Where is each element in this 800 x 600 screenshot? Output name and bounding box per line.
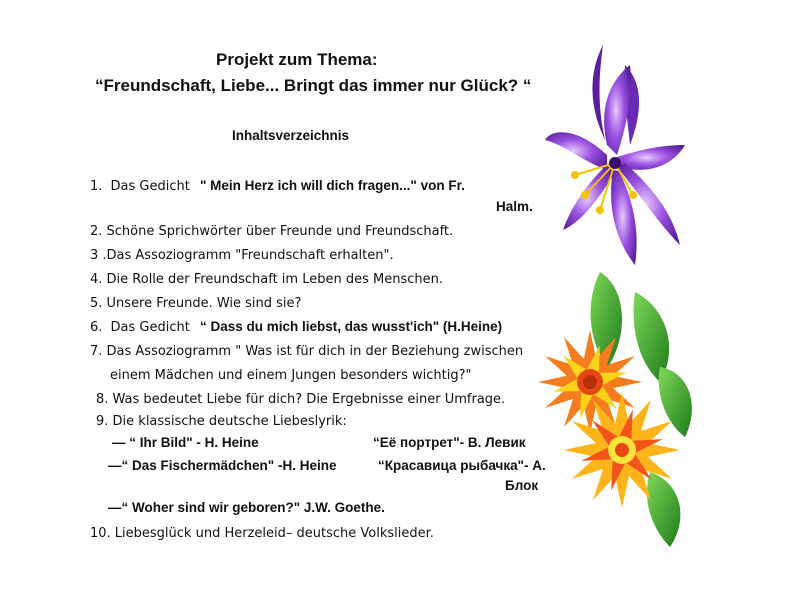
toc-item-6-title: “ Dass du mich liebst, das wusst'ich" (H.Heine) [200, 319, 503, 334]
poem-woher-sind-wir-geboren: —“ Woher sind wir geboren?" J.W. Goethe. [108, 500, 385, 515]
poem-ihr-bild: — “ Ihr Bild" - H. Heine [112, 435, 259, 450]
poem-krasavica-rybachka: “Красавица рыбачка"- А. [378, 458, 546, 473]
toc-heading: Inhaltsverzeichnis [232, 128, 350, 143]
toc-item-6 [90, 319, 502, 336]
toc-item-3: 3 .Das Assoziogramm "Freundschaft erhalten". [90, 248, 394, 263]
purple-lily-flower-icon [545, 45, 690, 270]
toc-item-7-line1: 7. Das Assoziogramm " Was ist für dich in der Beziehung zwischen [90, 344, 524, 359]
toc-item-1-continuation: Halm. [496, 199, 533, 214]
toc-item-1 [90, 178, 465, 195]
toc-item-1-title: " Mein Herz ich will dich fragen..." von Fr. [200, 178, 465, 193]
project-title-line1: Projekt zum Thema: [216, 50, 378, 69]
toc-item-5: 5. Unsere Freunde. Wie sind sie? [90, 296, 302, 311]
poem-ee-portret: “Её портрет"- В. Левик [373, 435, 526, 450]
toc-item-8: 8. Was bedeutet Liebe für dich? Die Ergebnisse einer Umfrage. [96, 392, 506, 407]
poem-krasavica-author-continuation: Блок [505, 478, 539, 493]
toc-item-2: 2. Schöne Sprichwörter über Freunde und Freundschaft. [90, 224, 454, 239]
toc-item-7-line2: einem Mädchen und einem Jungen besonders wichtig?" [110, 368, 472, 383]
toc-item-1-number: 1. [90, 179, 103, 194]
orange-yellow-flowers-icon [530, 272, 700, 552]
toc-item-9: 9. Die klassische deutsche Liebeslyrik: [96, 414, 347, 429]
toc-item-6-text: Das Gedicht [110, 320, 190, 335]
toc-item-10: 10. Liebesglück und Herzeleid– deutsche Volkslieder. [90, 526, 434, 541]
toc-item-4: 4. Die Rolle der Freundschaft im Leben des Menschen. [90, 272, 443, 287]
poem-fischermaedchen: —“ Das Fischermädchen" -H. Heine [108, 458, 337, 473]
toc-item-1-text: Das Gedicht [110, 179, 190, 194]
toc-item-6-number: 6. [90, 320, 103, 335]
project-title-line2: “Freundschaft, Liebe... Bringt das immer nur Glück? “ [95, 76, 532, 95]
